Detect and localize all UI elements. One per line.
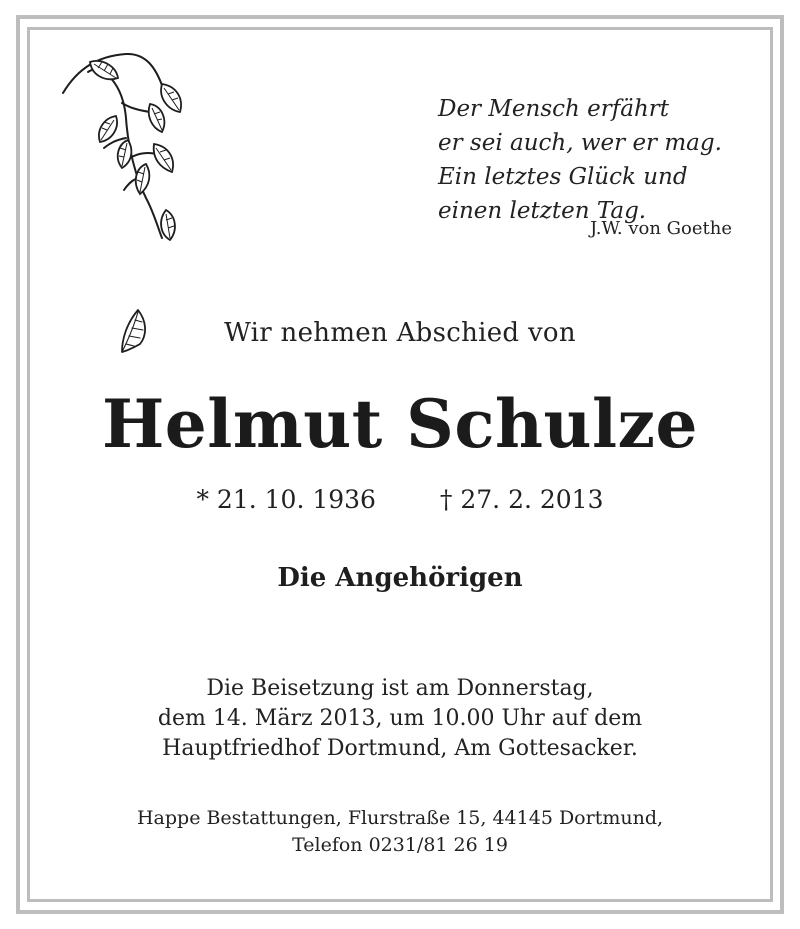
mourners: Die Angehörigen <box>277 563 523 593</box>
funeral-line: dem 14. März 2013, um 10.00 Uhr auf dem <box>157 706 643 731</box>
quote-line: Der Mensch erfährt <box>438 96 670 122</box>
quote-line: Ein letztes Glück und <box>438 164 688 190</box>
quote-line: einen letzten Tag. <box>438 198 647 224</box>
death-date: † 27. 2. 2013 <box>439 485 604 514</box>
funeral-info <box>0 674 800 764</box>
quote-line: er sei auch, wer er mag. <box>438 130 722 156</box>
funeral-line: Hauptfriedhof Dortmund, Am Gottesacker. <box>162 736 638 761</box>
undertaker-phone: Telefon 0231/81 26 19 <box>292 834 508 856</box>
undertaker-info <box>0 805 800 859</box>
birch-branch-icon <box>58 48 198 248</box>
undertaker-line: Happe Bestattungen, Flurstraße 15, 44145 Dortmund, <box>136 807 664 829</box>
life-dates <box>0 485 800 514</box>
goethe-quote <box>438 92 738 228</box>
funeral-line: Die Beisetzung ist am Donnerstag, <box>206 676 594 701</box>
quote-author: J.W. von Goethe <box>589 218 732 239</box>
birth-date: * 21. 10. 1936 <box>196 485 376 514</box>
deceased-name: Helmut Schulze <box>101 385 699 463</box>
farewell-intro: Wir nehmen Abschied von <box>224 318 576 348</box>
